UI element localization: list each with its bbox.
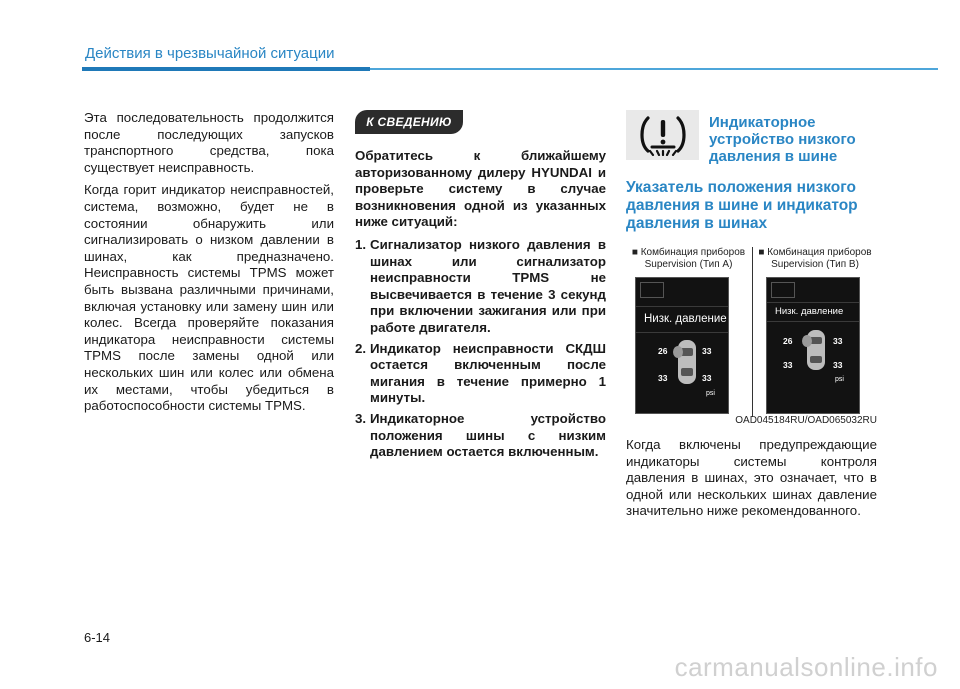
screen-divider-line: [767, 302, 859, 303]
screen-title: Низк. давление: [775, 306, 844, 317]
cluster-screen-type-b: [766, 277, 860, 414]
indicator-title: Индикаторное устройство низкого давления в шине: [709, 114, 856, 165]
header-rule-light: [370, 68, 938, 70]
header-rule-dark: [82, 67, 370, 71]
list-item: [355, 411, 606, 461]
tire-front-left: 26: [658, 346, 668, 356]
tire-rear-right: 33: [702, 373, 712, 383]
list-item-text: Индикаторное устройство положения шины с низким давлением остается включенным.: [370, 410, 606, 460]
tire-front-right: 33: [833, 336, 843, 346]
cluster-screen-type-a: [635, 277, 729, 414]
column-right: [626, 110, 877, 526]
screen-divider-line: [636, 332, 728, 333]
list-item-number: 3.: [355, 410, 367, 426]
list-item-text: Индикатор неисправности СКДШ остается включенным после мигания в течение примерно 1 минуты.: [370, 340, 606, 406]
screen-divider-line: [636, 306, 728, 307]
screen-indicator-box: [771, 282, 795, 298]
indicator-heading-row: [626, 110, 877, 165]
tpms-warning-icon: [626, 110, 699, 160]
section-header-title: Действия в чрезвычайной ситуации: [85, 45, 335, 62]
screen-indicator-box: [640, 282, 664, 298]
tire-rear-left: 33: [658, 373, 668, 383]
figure-label-type-a: ■ Комбинация приборов Supervision (Тип A): [631, 247, 746, 270]
section-sub-heading: Указатель положения низкого давления в шине и индикатор давления в шинах: [626, 179, 858, 232]
cluster-figure: [626, 247, 877, 425]
pressure-unit: psi: [835, 376, 844, 383]
note-badge: К СВЕДЕНИЮ: [355, 110, 463, 134]
page-number: 6-14: [84, 630, 111, 645]
tire-rear-left: 33: [783, 360, 793, 370]
column-left: [84, 110, 334, 421]
list-item: [355, 341, 606, 407]
watermark: carmanualsonline.info: [674, 652, 938, 682]
screen-title: Низк. давление: [644, 313, 727, 325]
paragraph-malfunction: Когда горит индикатор неисправностей, система, возможно, будет не в состоянии обнаружить или сигнализировать о низком давлении в шинах, как предназначено. Неисправность системы TPMS может быть вызвана различными причинами, включая установку или замену шин или колес. Всегда проверяйте показания индикатора неисправности системы TPMS после замены одной или нескольких шин или колес или обмена их местами, чтобы убедиться в работоспособности системы TPMS.: [84, 182, 334, 414]
tire-rear-right: 33: [833, 360, 843, 370]
tire-front-left: 26: [783, 336, 793, 346]
pressure-unit: psi: [706, 390, 715, 397]
list-item-number: 2.: [355, 340, 367, 356]
figure-code: OAD045184RU/OAD065032RU: [735, 415, 877, 426]
note-intro: Обратитесь к ближайшему авторизованному дилеру HYUNDAI и проверьте систему в случае возникновения одной из указанных ниже ситуаций:: [355, 148, 606, 230]
paragraph-warning-indicators: Когда включены предупреждающие индикаторы системы контроля давления в шинах, это означает, что в одной или нескольких шинах давление значительно ниже рекомендованного.: [626, 437, 877, 519]
list-item: [355, 237, 606, 337]
car-topview-icon: [672, 338, 702, 388]
note-list: [355, 237, 606, 461]
list-item-text: Сигнализатор низкого давления в шинах или сигнализатор неисправности TPMS не высвечивается в течение 3 секунд при включении зажигания или при работе двигателя.: [370, 236, 606, 335]
car-topview-icon: [802, 328, 830, 374]
figure-divider: [752, 247, 753, 417]
figure-label-type-b: ■ Комбинация приборов Supervision (Тип B): [758, 247, 872, 270]
tire-front-right: 33: [702, 346, 712, 356]
column-middle: [355, 110, 606, 465]
list-item-number: 1.: [355, 236, 367, 252]
screen-divider-line: [767, 321, 859, 322]
paragraph-sequence: Эта последовательность продолжится после последующих запусков транспортного средства, пока существует неисправность.: [84, 110, 334, 175]
